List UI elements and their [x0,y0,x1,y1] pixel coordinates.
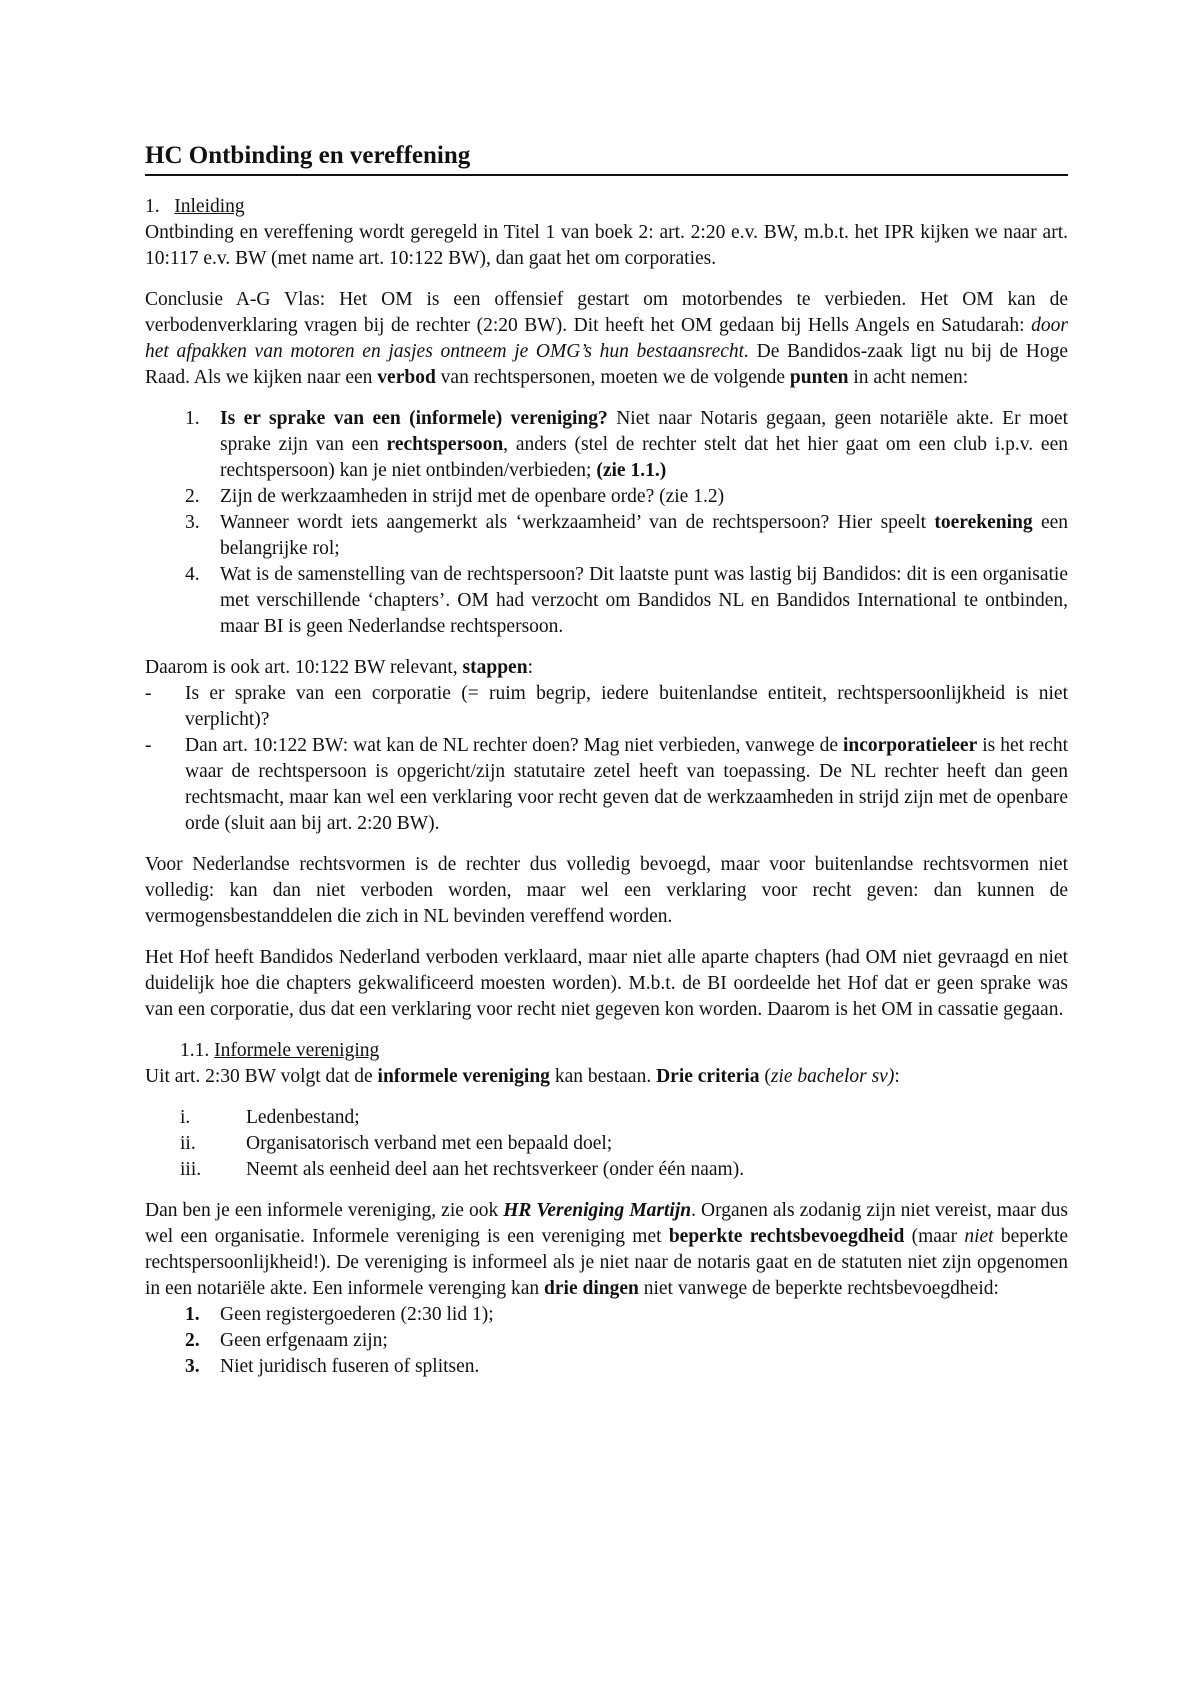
criteria-intro [145,1064,1068,1090]
subsection-number: 1.1. [180,1040,210,1061]
text-run: beperkte rechtspersoonlijkheid!). De vereniging is informeel als je niet naar de notaris gaat en de statuten niet zijn opgenomen in een notariële akte. Een informele verenging kan [145,1226,1069,1299]
section-title: Inleiding [174,196,245,217]
text-run: een belangrijke rol; [220,512,1069,559]
text-run: Daarom is ook art. 10:122 BW relevant, [145,657,463,678]
criteria-list [145,1105,1068,1183]
text-run: ( [759,1066,771,1087]
list-number: 3. [185,1356,200,1377]
list-number: ii. [180,1133,196,1154]
list-text [220,510,1068,562]
bold-term: stappen [462,657,528,678]
bold-term: drie dingen [544,1278,639,1299]
points-list [185,406,1068,640]
text-run: , anders (stel de rechter stelt dat het hier gaat om een club i.p.v. een rechtspersoon) kan je niet ontbinden/verbieden; [220,434,1068,481]
bold-term: toerekening [934,512,1033,533]
list-text: Niet juridisch fuseren of splitsen. [220,1356,480,1377]
list-item [145,1105,1068,1131]
list-item [145,733,1068,837]
text-run: Niet naar Notaris gegaan, geen notariële akte. Er moet sprake zijn van een [220,408,1068,455]
list-text [185,733,1068,837]
list-number: i. [180,1107,191,1128]
list-number: 3. [185,512,200,533]
quote-text: door het afpakken van motoren en jasjes ontneem je OMG’s hun bestaansrecht. [145,315,1068,362]
bold-term: beperkte rechtsbevoegdheid [668,1226,905,1247]
text-run: Dan art. 10:122 BW: wat kan de NL rechter doen? Mag niet verbieden, vanwege de [185,735,843,756]
bold-term: Drie criteria [656,1066,760,1087]
daarom-paragraph [145,655,1068,681]
list-item [185,406,1068,484]
list-bullet: - [145,683,152,704]
page-title: HC Ontbinding en vereffening [145,140,1068,176]
bold-term: incorporatieleer [842,735,978,756]
text-run: kan bestaan. [549,1066,657,1087]
subsection-heading [180,1038,1068,1064]
list-text: Is er sprake van een corporatie (= ruim begrip, iedere buitenlandse entiteit, rechtspersoonlijkheid is niet verplicht)? [185,683,1068,730]
text-run: : [894,1066,900,1087]
list-text: Organisatorisch verband met een bepaald doel; [246,1133,613,1154]
list-item [185,562,1068,640]
list-number: iii. [180,1159,202,1180]
hof-paragraph: Het Hof heeft Bandidos Nederland verboden verklaard, maar niet alle aparte chapters (had OM niet gevraagd en niet duidelijk hoe die chapters gekwalificeerd moesten worden). M.b.t. de BI oordeelde het Hof dat er geen sprake was van een corporatie, dus dat een verklaring voor recht niet gegeven kon worden. Daarom is het OM in cassatie gegaan. [145,947,1068,1020]
text-run: De Bandidos-zaak ligt nu bij de Hoge Raad. Als we kijken naar een [145,341,1068,388]
list-item [185,1328,1068,1354]
list-item [185,1302,1068,1328]
list-text: Geen erfgenaam zijn; [220,1330,388,1351]
bold-term: punten [789,367,849,388]
text-run: Dan ben je een informele vereniging, zie ook [145,1200,504,1221]
list-text: Neemt als eenheid deel aan het rechtsverkeer (onder één naam). [246,1159,745,1180]
list-item [145,681,1068,733]
list-text: Ledenbestand; [246,1107,360,1128]
document-body [145,140,1068,1380]
list-item [185,510,1068,562]
text-run: : [527,657,533,678]
section-heading [145,194,1068,220]
bold-term: verbod [377,367,436,388]
text-run: in acht nemen: [848,367,969,388]
list-number: 1. [185,408,200,429]
case-name: HR Vereniging Martijn [503,1200,692,1221]
text-run: niet vanwege de beperkte rechtsbevoegdheid: [638,1278,999,1299]
list-text: Zijn de werkzaamheden in strijd met de openbare orde? (zie 1.2) [220,486,725,507]
conclusie-paragraph [145,287,1068,391]
dan-paragraph [145,1198,1068,1302]
things-list [185,1302,1068,1380]
text-run: (maar [904,1226,965,1247]
voor-paragraph: Voor Nederlandse rechtsvormen is de rechter dus volledig bevoegd, maar voor buitenlandse rechtsvormen niet volledig: kan dan niet verboden worden, maar wel een verklaring voor recht geven: dan kunnen de vermogensbestanddelen die zich in NL bevinden vereffend worden. [145,854,1068,927]
list-number: 2. [185,486,200,507]
subsection-title: Informele vereniging [214,1040,380,1061]
list-number: 1. [185,1304,200,1325]
text-run: Wanneer wordt iets aangemerkt als ‘werkzaamheid’ van de rechtspersoon? Hier speelt [220,512,935,533]
list-text: Wat is de samenstelling van de rechtspersoon? Dit laatste punt was lastig bij Bandidos: dit is een organisatie met verschillende ‘chapters’. OM had verzocht om Bandidos NL en Bandidos International te ontbinden, maar BI is geen Nederlandse rechtspersoon. [220,564,1068,637]
text-run: is het recht waar de rechtspersoon is opgericht/zijn statutaire zetel heeft van toepassing. De NL rechter heeft dan geen rechtsmacht, maar kan wel een verklaring voor recht geven dat de werkzaamheden in strijd zijn met de openbare orde (sluit aan bij art. 2:20 BW). [185,735,1068,834]
list-text: Geen registergoederen (2:30 lid 1); [220,1304,494,1325]
list-number: 2. [185,1330,200,1351]
intro-paragraph: Ontbinding en vereffening wordt geregeld in Titel 1 van boek 2: art. 2:20 e.v. BW, m.b.t. het IPR kijken we naar art. 10:117 e.v. BW (met name art. 10:122 BW), dan gaat het om corporaties. [145,222,1068,269]
text-run: Uit art. 2:30 BW volgt dat de [145,1066,378,1087]
list-item [145,1131,1068,1157]
text-run: van rechtspersonen, moeten we de volgende [435,367,790,388]
italic-term: niet [964,1226,994,1247]
list-text [220,406,1068,484]
bold-term: informele vereniging [377,1066,550,1087]
bold-term: (zie 1.1.) [596,460,667,481]
list-item [145,1157,1068,1183]
text-run: Conclusie A-G Vlas: Het OM is een offensief gestart om motorbendes te verbieden. Het OM kan de verbodenverklaring vragen bij de rechter (2:20 BW). Dit heeft het OM gedaan bij Hells Angels en Satudarah: [145,289,1068,336]
text-run: . Organen als zodanig zijn niet vereist, maar dus wel een organisatie. Informele vereniging is een vereniging met [145,1200,1068,1247]
list-number: 4. [185,564,200,585]
list-item [185,1354,1068,1380]
bold-term: rechtspersoon [386,434,504,455]
bold-term: Is er sprake van een (informele) vereniging? [220,408,608,429]
italic-note: zie bachelor sv) [770,1066,895,1087]
section-number: 1. [145,196,160,217]
list-item [185,484,1068,510]
list-bullet: - [145,735,152,756]
steps-list [145,681,1068,837]
